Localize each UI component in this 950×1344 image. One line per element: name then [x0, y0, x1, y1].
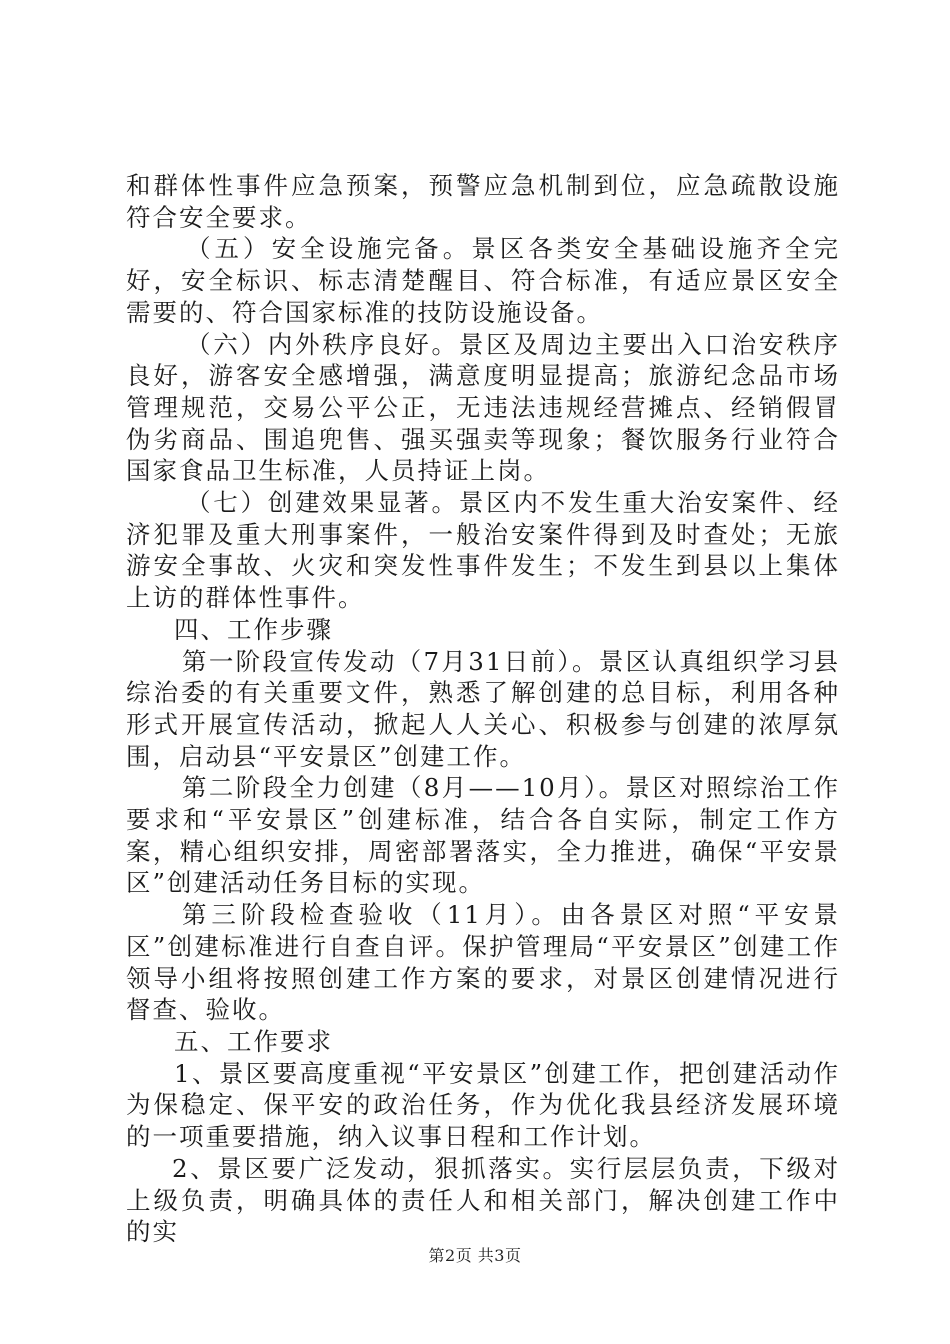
- paragraph-item-6: （六）内外秩序良好。景区及周边主要出入口治安秩序良好，游客安全感增强，满意度明显提高；旅游纪念品市场管理规范，交易公平公正，无违法违规经营摊点、经销假冒伪劣商品、围追兜售、强买强卖等现象；餐饮服务行业符合国家食品卫生标准，人员持证上岗。: [126, 329, 840, 486]
- paragraph-requirement-2: 2、景区要广泛发动，狠抓落实。实行层层负责，下级对上级负责，明确具体的责任人和相关部门，解决创建工作中的实: [126, 1153, 840, 1247]
- section-heading-5: 五、工作要求: [174, 1026, 333, 1056]
- paragraph-stage-3: 第三阶段检查验收（11月）。由各景区对照“平安景区”创建标准进行自查自评。保护管理局“平安景区”创建工作领导小组将按照创建工作方案的要求，对景区创建情况进行督查、验收。: [126, 900, 840, 1025]
- document-body: [126, 170, 840, 1248]
- paragraph-item-7: （七）创建效果显著。景区内不发生重大治安案件、经济犯罪及重大刑事案件，一般治安案件得到及时查处；无旅游安全事故、火灾和突发性事件发生；不发生到县以上集体上访的群体性事件。: [126, 488, 840, 613]
- paragraph-stage-1: 第一阶段宣传发动（7月31日前）。景区认真组织学习县综治委的有关重要文件，熟悉了解创建的总目标，利用各种形式开展宣传活动，掀起人人关心、积极参与创建的浓厚氛围，启动县“平安景区”创建工作。: [126, 646, 840, 771]
- section-heading-4: 四、工作步骤: [174, 614, 333, 644]
- paragraph-continued: 和群体性事件应急预案，预警应急机制到位，应急疏散设施符合安全要求。: [126, 171, 840, 232]
- paragraph-stage-2: 第二阶段全力创建（8月——10月）。景区对照综治工作要求和“平安景区”创建标准，结合各自实际，制定工作方案，精心组织安排，周密部署落实，全力推进，确保“平安景区”创建活动任务目标的实现。: [126, 773, 840, 898]
- paragraph-item-5: （五）安全设施完备。景区各类安全基础设施齐全完好，安全标识、标志清楚醒目、符合标准，有适应景区安全需要的、符合国家标准的技防设施设备。: [126, 234, 840, 327]
- paragraph-requirement-1: 1、景区要高度重视“平安景区”创建工作，把创建活动作为保稳定、保平安的政治任务，作为优化我县经济发展环境的一项重要措施，纳入议事日程和工作计划。: [126, 1058, 840, 1152]
- page-footer: 第2页 共3页: [428, 1246, 522, 1265]
